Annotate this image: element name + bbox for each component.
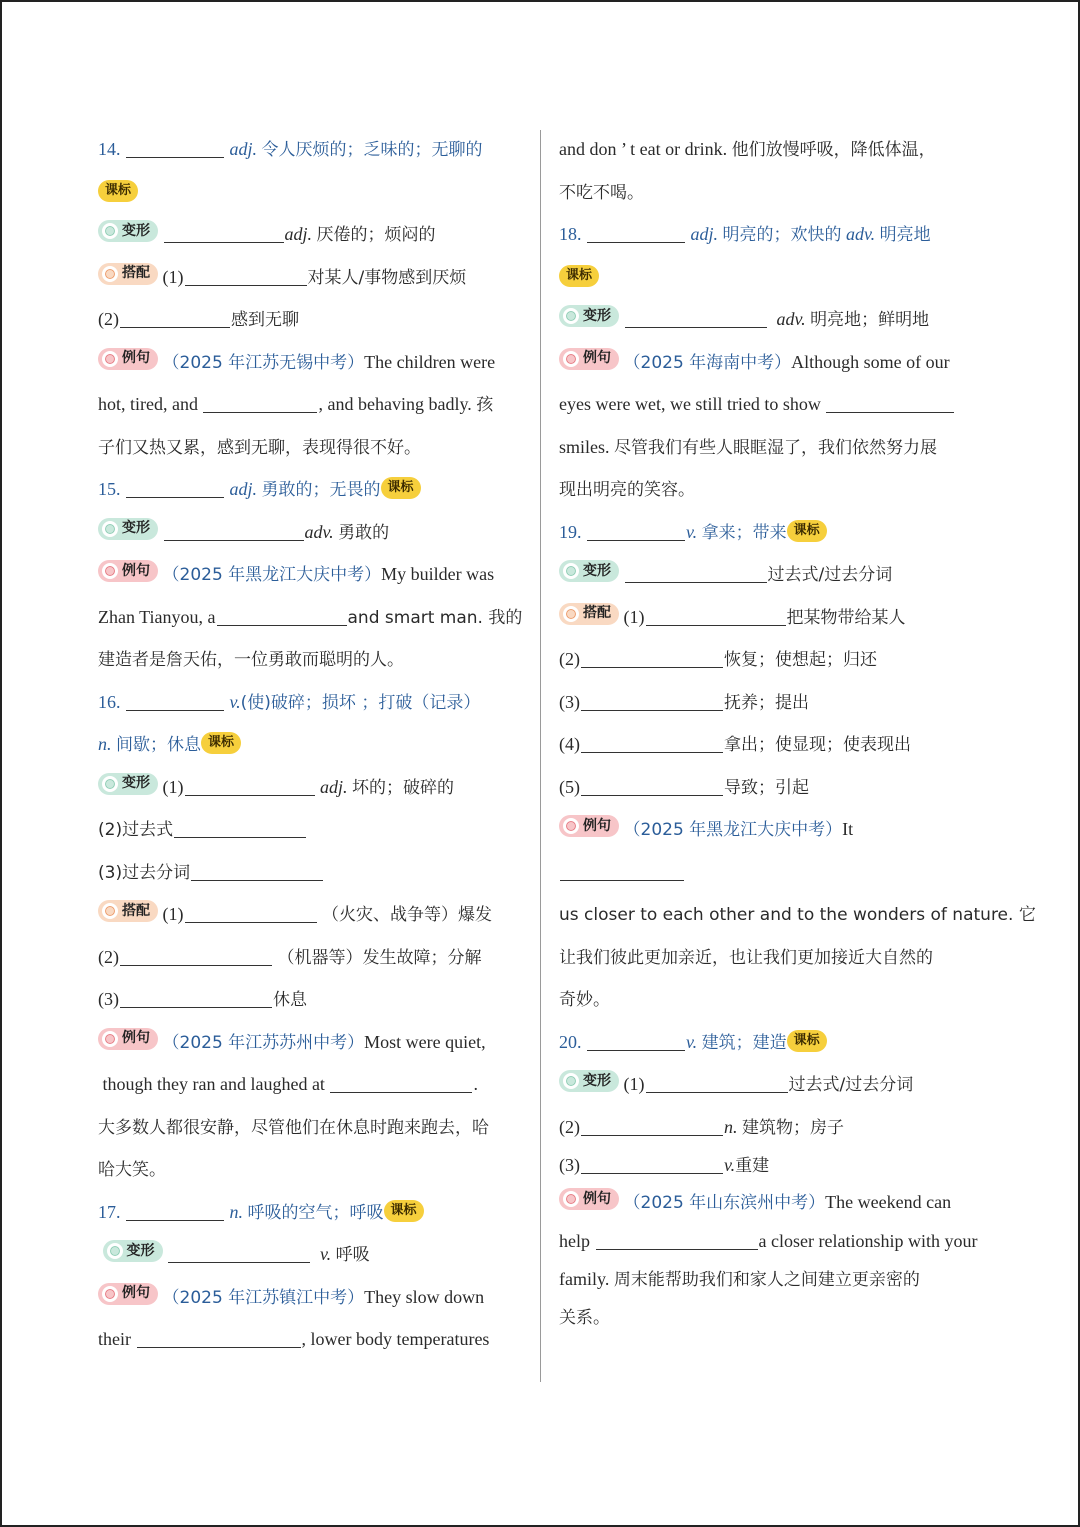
example-translation: 不吃不喝。: [559, 182, 644, 203]
example-tag-icon: [563, 818, 579, 834]
answer-blank[interactable]: [203, 411, 317, 413]
word-18-header: [559, 213, 989, 256]
form-meaning: 明亮地；鲜明地: [810, 310, 930, 330]
form-tag-icon: [563, 308, 579, 324]
answer-blank[interactable]: [185, 284, 307, 286]
collocation-tag-icon: [102, 903, 118, 919]
example-translation: 周末能帮助我们和家人之间建立更亲密的: [613, 1270, 920, 1290]
word-18-form: [559, 298, 989, 341]
answer-blank[interactable]: [164, 539, 304, 541]
example-text: help: [559, 1231, 590, 1251]
example-translation: 现出明亮的笑容。: [559, 480, 695, 500]
example-tag: [559, 348, 619, 370]
answer-blank[interactable]: [587, 539, 685, 541]
word-meaning: 建筑；建造: [701, 1032, 787, 1053]
example-source: （2025 年江苏镇江中考）: [162, 1287, 365, 1308]
example-text: , lower body temperatures: [301, 1329, 490, 1349]
answer-blank[interactable]: [126, 1219, 224, 1221]
collocation-meaning: 感到无聊: [231, 310, 299, 330]
answer-blank[interactable]: [581, 1172, 723, 1174]
word-16-form-1: [98, 766, 526, 809]
example-text: though they ran and laughed at: [102, 1074, 325, 1094]
word-19-form: [559, 553, 989, 596]
example-source: （2025 年江苏苏州中考）: [162, 1032, 365, 1053]
collocation-tag-label: 搭配: [583, 605, 611, 622]
item-number: (3): [98, 989, 119, 1009]
form-tag-label: 变形: [583, 562, 611, 579]
item-number: (1): [623, 606, 645, 627]
word-meaning: 明亮的；欢快的: [722, 225, 842, 245]
right-column: [559, 128, 1036, 1336]
answer-blank[interactable]: [330, 1091, 472, 1093]
collocation-meaning: 导致；引起: [724, 777, 809, 798]
form-tag-label: 变形: [583, 307, 611, 324]
collocation-tag-icon: [563, 606, 579, 622]
item-number: (1): [162, 266, 184, 287]
example-text: family.: [559, 1269, 610, 1289]
example-text: The weekend can: [825, 1192, 952, 1212]
word-meaning: 间歇；休息: [116, 735, 201, 755]
word-20-example-4: [559, 1298, 989, 1336]
item-number: (2): [559, 649, 580, 669]
answer-blank[interactable]: [826, 411, 954, 413]
word-15-form: [98, 511, 526, 554]
example-tag-icon: [102, 1031, 118, 1047]
example-translation: 建造者是詹天佑，一位勇敢而聪明的人。: [98, 650, 404, 670]
word-20-example-3: [559, 1260, 989, 1298]
example-translation: 大多数人都很安静，尽管他们在休息时跑来跑去，哈: [98, 1117, 489, 1138]
form-meaning: 建筑物；房子: [742, 1117, 844, 1138]
form-tag-icon: [102, 223, 118, 239]
answer-blank[interactable]: [560, 879, 684, 881]
word-19-example-blank: [559, 851, 989, 894]
word-20-example-1: [559, 1182, 989, 1222]
word-18-example-3: [559, 426, 989, 469]
collocation-meaning: 抚养；提出: [724, 692, 809, 713]
collocation-meaning: （火灾、战争等）爆发: [322, 905, 492, 925]
item-number: (3): [559, 691, 580, 712]
form-tag-label: 变形: [122, 775, 150, 792]
part-of-speech: n.: [229, 1201, 243, 1222]
collocation-tag-label: 搭配: [122, 902, 150, 919]
example-source: （2025 年黑龙江大庆中考）: [162, 565, 382, 585]
word-16-collocation-1: [98, 893, 526, 936]
answer-blank[interactable]: [581, 751, 723, 753]
word-19-example-2: [559, 893, 1036, 936]
answer-blank[interactable]: [646, 1091, 788, 1093]
form-meaning: 过去式/过去分词: [788, 1075, 914, 1095]
example-tag: [559, 1188, 619, 1210]
answer-blank[interactable]: [581, 1134, 723, 1136]
answer-blank[interactable]: [137, 1346, 301, 1348]
word-19-collocation-5: [559, 766, 989, 809]
word-meaning: 呼吸的空气；呼吸: [247, 1202, 384, 1223]
example-text: Although some of our: [791, 351, 950, 372]
word-19-example-3: [559, 936, 989, 979]
word-19-example-1: [559, 808, 989, 851]
word-17-form: [98, 1233, 526, 1276]
example-text: It: [842, 819, 854, 839]
word-14-form: [98, 213, 526, 256]
part-of-speech: v.: [320, 1244, 332, 1264]
example-tag: [98, 1028, 158, 1050]
form-tag: [559, 560, 619, 582]
item-number: (1): [162, 904, 184, 924]
word-meaning: 令人厌烦的；乏味的；无聊的: [261, 140, 483, 160]
example-text: a closer relationship with your: [758, 1231, 978, 1251]
part-of-speech: adv.: [776, 309, 806, 329]
curriculum-badge: 课标: [787, 520, 827, 542]
form-tag: [559, 305, 619, 327]
example-tag-icon: [102, 351, 118, 367]
word-19-collocation-3: [559, 681, 989, 724]
answer-blank[interactable]: [646, 624, 786, 626]
answer-blank[interactable]: [174, 836, 306, 838]
form-tag-label: 变形: [122, 222, 150, 239]
form-meaning: 勇敢的: [338, 522, 390, 543]
word-17-header: [98, 1191, 526, 1234]
example-text: and smart man. 我的: [347, 607, 523, 628]
form-tag: [98, 220, 158, 242]
word-19-example-4: [559, 978, 989, 1021]
example-tag-label: 例句: [122, 350, 150, 367]
word-17-example-1: [98, 1276, 526, 1319]
word-number: 15.: [98, 479, 121, 499]
example-text: us closer to each other and to the wonders of nature. 它: [559, 905, 1036, 925]
word-number: 19.: [559, 521, 582, 542]
word-15-example-3: [98, 638, 526, 681]
form-tag: [103, 1240, 163, 1262]
example-text: They slow down: [364, 1286, 485, 1307]
collocation-meaning: 对某人/事物感到厌烦: [307, 267, 467, 288]
curriculum-badge: 课标: [787, 1030, 827, 1052]
example-text: Most were quiet,: [364, 1031, 486, 1052]
part-of-speech: v.: [686, 521, 698, 542]
example-text: , and behaving badly.: [318, 394, 472, 414]
form-tag-icon: [107, 1243, 123, 1259]
example-tag-icon: [563, 351, 579, 367]
answer-blank[interactable]: [126, 709, 224, 711]
word-16-form-2: [98, 808, 526, 851]
word-14-example-3: [98, 426, 526, 469]
example-tag: [98, 560, 158, 582]
word-meaning: 明亮地: [879, 225, 931, 245]
word-17-example-continued-2: [559, 171, 989, 214]
collocation-tag: [98, 900, 158, 922]
form-tag-icon: [563, 563, 579, 579]
collocation-tag-label: 搭配: [122, 265, 150, 282]
example-text: their: [98, 1329, 131, 1349]
form-tag-icon: [102, 776, 118, 792]
example-text: .: [473, 1074, 478, 1094]
example-tag-label: 例句: [122, 562, 150, 579]
example-tag-label: 例句: [583, 817, 611, 834]
form-meaning: 呼吸: [335, 1245, 370, 1265]
word-19-collocation-1: [559, 596, 989, 639]
form-tag: [98, 518, 158, 540]
word-15-header: [98, 468, 526, 511]
part-of-speech: adj.: [320, 776, 348, 797]
form-meaning: 重建: [735, 1156, 770, 1176]
example-text: The children were: [364, 351, 496, 372]
example-text: and don ’ t eat or drink.: [559, 139, 728, 159]
word-meaning: 拿来；带来: [701, 522, 787, 543]
answer-blank[interactable]: [126, 156, 224, 158]
answer-blank[interactable]: [185, 921, 317, 923]
word-16-header: [98, 681, 526, 724]
curriculum-badge: 课标: [559, 265, 599, 287]
collocation-tag: [98, 263, 158, 285]
part-of-speech: adj.: [229, 139, 258, 159]
form-tag-icon: [563, 1073, 579, 1089]
word-18-example-2: [559, 383, 989, 426]
example-tag: [559, 815, 619, 837]
word-16-example-2: [98, 1063, 526, 1106]
example-translation: 让我们彼此更加亲近，也让我们更加接近大自然的: [559, 947, 933, 968]
word-meaning: 勇敢的；无畏的: [261, 480, 381, 500]
word-19-header: [559, 511, 989, 554]
word-number: 14.: [98, 139, 121, 159]
form-tag-label: 变形: [122, 520, 150, 537]
form-meaning: 厌倦的；烦闷的: [316, 225, 436, 245]
example-tag-icon: [563, 1191, 579, 1207]
word-20-form-2: [559, 1106, 989, 1149]
answer-blank[interactable]: [217, 624, 347, 626]
collocation-tag-icon: [102, 266, 118, 282]
collocation-meaning: 拿出；使显现；使表现出: [724, 735, 911, 755]
answer-blank[interactable]: [191, 879, 323, 881]
word-17-example-2: [98, 1318, 526, 1361]
example-source: （2025 年黑龙江大庆中考）: [623, 820, 843, 840]
form-tag: [559, 1070, 619, 1092]
answer-blank[interactable]: [581, 666, 723, 668]
word-20-form-1: [559, 1063, 989, 1106]
example-translation: 关系。: [559, 1308, 610, 1328]
answer-blank[interactable]: [625, 581, 767, 583]
left-column: [98, 128, 526, 1361]
form-tag-icon: [102, 521, 118, 537]
answer-blank[interactable]: [581, 709, 723, 711]
item-number: (2): [98, 309, 119, 329]
answer-blank[interactable]: [587, 1049, 685, 1051]
example-text: smiles.: [559, 436, 610, 457]
word-14-collocation-2: [98, 298, 526, 341]
example-tag-label: 例句: [583, 1191, 611, 1207]
word-16-header-2: [98, 723, 526, 766]
part-of-speech: adv.: [846, 224, 876, 244]
form-label: (3)过去分词: [98, 862, 191, 883]
form-label: (2)过去式: [98, 820, 174, 840]
collocation-meaning: 休息: [273, 990, 307, 1010]
word-20-example-2: [559, 1222, 989, 1260]
form-meaning: 坏的；破碎的: [352, 777, 455, 798]
answer-blank[interactable]: [185, 794, 315, 796]
word-19-collocation-2: [559, 638, 989, 681]
example-source: （2025 年江苏无锡中考）: [162, 352, 365, 373]
word-18-example-1: [559, 341, 989, 384]
answer-blank[interactable]: [164, 241, 284, 243]
part-of-speech: adj.: [229, 479, 258, 499]
part-of-speech: n.: [98, 734, 112, 754]
word-16-collocation-2: [98, 936, 526, 979]
answer-blank[interactable]: [120, 964, 272, 966]
word-number: 18.: [559, 224, 582, 244]
word-17-example-continued: [559, 128, 989, 171]
answer-blank[interactable]: [587, 241, 685, 243]
curriculum-badge: 课标: [98, 180, 138, 202]
item-number: (5): [559, 776, 580, 797]
answer-blank[interactable]: [581, 794, 723, 796]
column-divider: [540, 130, 541, 1382]
example-text: eyes were wet, we still tried to show: [559, 394, 821, 414]
example-translation: 尽管我们有些人眼眶湿了，我们依然努力展: [614, 437, 938, 458]
example-tag-icon: [102, 563, 118, 579]
collocation-meaning: 把某物带给某人: [786, 607, 906, 628]
word-16-example-3: [98, 1106, 526, 1149]
example-translation: 奇妙。: [559, 990, 610, 1010]
answer-blank[interactable]: [625, 326, 767, 328]
word-16-form-3: [98, 851, 526, 894]
word-number: 17.: [98, 1201, 121, 1222]
example-tag-label: 例句: [122, 1030, 150, 1047]
example-translation: 哈大笑。: [98, 1160, 166, 1180]
example-tag-icon: [102, 1286, 118, 1302]
word-16-example-4: [98, 1148, 526, 1191]
example-source: （2025 年山东滨州中考）: [623, 1193, 826, 1213]
example-source: （2025 年海南中考）: [623, 352, 792, 373]
answer-blank[interactable]: [168, 1261, 310, 1263]
example-tag-label: 例句: [122, 1285, 150, 1302]
item-number: (1): [162, 776, 184, 797]
word-16-example-1: [98, 1021, 526, 1064]
example-tag-label: 例句: [583, 350, 611, 367]
curriculum-badge-row: [559, 256, 989, 299]
part-of-speech: adv.: [304, 521, 334, 542]
example-tag: [98, 1283, 158, 1305]
example-text: Zhan Tianyou, a: [98, 606, 216, 627]
form-tag: [98, 773, 158, 795]
part-of-speech: adj.: [284, 224, 313, 244]
part-of-speech: n.: [724, 1116, 738, 1137]
word-18-example-4: [559, 468, 989, 511]
word-15-example-1: [98, 553, 526, 596]
example-text: hot, tired, and: [98, 394, 198, 414]
answer-blank[interactable]: [596, 1248, 758, 1250]
word-14-header: [98, 128, 526, 171]
item-number: (3): [559, 1155, 580, 1175]
example-text: My builder was: [381, 564, 495, 584]
word-19-collocation-4: [559, 723, 989, 766]
example-tag: [98, 348, 158, 370]
word-meaning: (使)破碎；损坏 ；打破（记录）: [240, 692, 481, 713]
word-16-collocation-3: [98, 978, 526, 1021]
curriculum-badge: 课标: [384, 1200, 424, 1222]
collocation-tag: [559, 603, 619, 625]
part-of-speech: adj.: [690, 224, 719, 244]
word-20-header: [559, 1021, 989, 1064]
form-meaning: 过去式/过去分词: [767, 565, 893, 585]
word-20-form-3: [559, 1148, 989, 1182]
example-translation: 子们又热又累，感到无聊，表现得很不好。: [98, 437, 421, 458]
form-tag-label: 变形: [126, 1242, 155, 1259]
example-translation: 孩: [476, 395, 494, 415]
curriculum-badge: 课标: [381, 477, 421, 499]
item-number: (1): [623, 1074, 645, 1094]
part-of-speech: v.: [229, 691, 241, 712]
word-15-example-2: [98, 596, 526, 639]
collocation-meaning: （机器等）发生故障；分解: [277, 947, 482, 968]
answer-blank[interactable]: [126, 496, 224, 498]
example-translation: 他们放慢呼吸，降低体温，: [731, 140, 936, 160]
item-number: (2): [98, 946, 119, 967]
word-number: 20.: [559, 1031, 582, 1052]
word-14-collocation-1: [98, 256, 526, 299]
word-14-example-2: [98, 383, 526, 426]
part-of-speech: v.: [724, 1155, 736, 1175]
form-tag-label: 变形: [583, 1072, 611, 1089]
part-of-speech: v.: [686, 1031, 698, 1052]
curriculum-badge-row: [98, 171, 526, 214]
answer-blank[interactable]: [120, 1006, 272, 1008]
word-14-example-1: [98, 341, 526, 384]
collocation-meaning: 恢复；使想起；归还: [724, 650, 877, 670]
word-number: 16.: [98, 691, 121, 712]
answer-blank[interactable]: [120, 326, 230, 328]
curriculum-badge: 课标: [201, 732, 241, 754]
item-number: (2): [559, 1116, 580, 1137]
item-number: (4): [559, 734, 580, 754]
